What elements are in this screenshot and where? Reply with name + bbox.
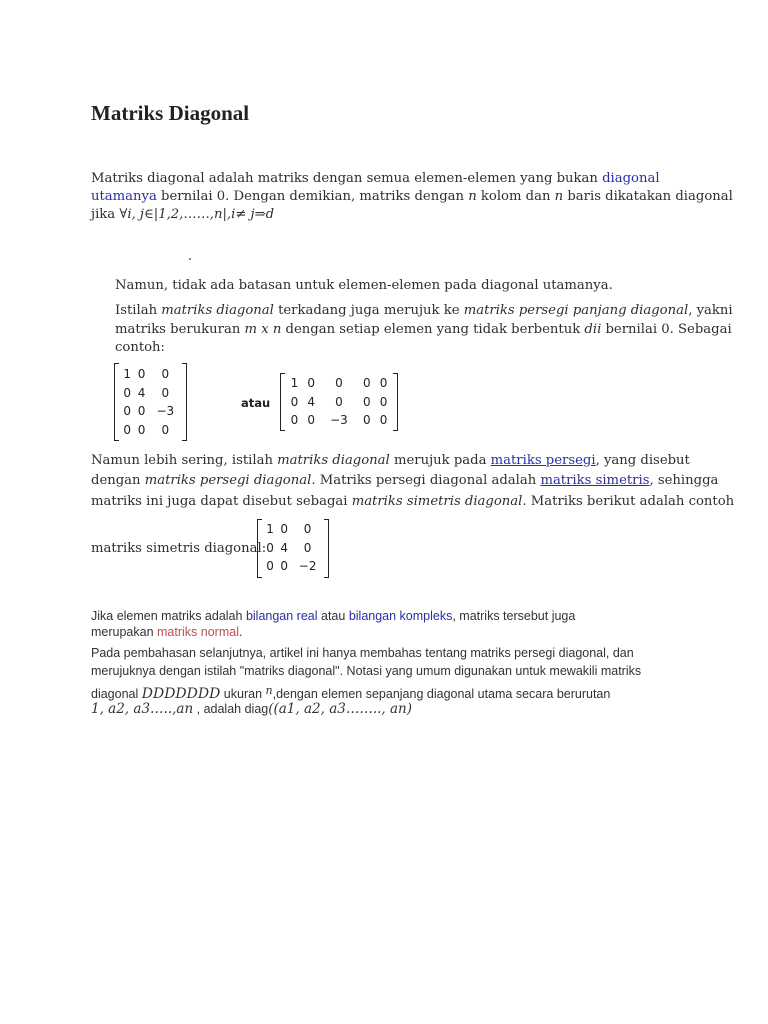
rect-line-1: Istilah matriks diagonal terkadang juga merujuk ke matriks persegi panjang diagonal, yakni: [115, 303, 733, 318]
rect-line-2: matriks berukuran m x n dengan setiap elemen yang tidak berbentuk dii bernilai 0. Sebagai: [115, 322, 732, 337]
utamanya-link[interactable]: utamanya: [91, 189, 157, 204]
matrix-cell: 0: [123, 385, 131, 400]
matrix-row: [120, 365, 182, 384]
matrix-row: [120, 402, 182, 421]
matrix-cell: 0: [379, 376, 388, 391]
normal-line-1: Jika elemen matriks adalah bilangan real atau bilangan kompleks, matriks tersebut juga: [91, 609, 576, 623]
matrix-cell: 0: [123, 404, 131, 419]
matriks-normal-link[interactable]: matriks normal: [157, 625, 239, 639]
stray-dot: [189, 258, 191, 260]
matrix-cell: 0: [335, 376, 343, 391]
bilangan-real-link[interactable]: bilangan real: [245, 609, 318, 623]
matrix-cell: 0: [137, 404, 146, 419]
right-bracket: [393, 373, 398, 431]
square-line-2: dengan matriks persegi diagonal. Matriks persegi diagonal adalah matriks simetris, sehingga: [91, 473, 719, 488]
symmetric-label: matriks simetris diagonal:: [91, 541, 267, 556]
matrix-cell: 0: [303, 540, 312, 555]
matrix-cell: 0: [379, 394, 388, 409]
condition-formula: ∀i, j∈|1,2,……,n|,i≠ j⇒d: [119, 207, 275, 222]
matrix-row: [286, 411, 392, 430]
diagonal-symbol: DDDDDDD: [141, 686, 221, 702]
matrix-cell: 4: [307, 394, 315, 409]
note-line: Namun, tidak ada batasan untuk elemen-elemen pada diagonal utamanya.: [115, 278, 613, 293]
matrix-cell: 0: [290, 413, 299, 428]
matrix-row: [263, 539, 324, 558]
matrix-cell: 0: [161, 367, 170, 382]
notation-line-2: merujuknya dengan istilah "matriks diagonal". Notasi yang umum digunakan untuk mewakili matriks: [91, 664, 642, 678]
rect-line-3: contoh:: [115, 340, 165, 355]
matrix-cell: 0: [137, 422, 146, 437]
matrix-cell: 0: [137, 367, 146, 382]
matrix-cell: 0: [266, 540, 274, 555]
matrix-cell: 0: [362, 413, 371, 428]
matrix-cell: 1: [266, 522, 274, 537]
matriks-simetris-link[interactable]: matriks simetris: [540, 473, 650, 488]
elements-formula: 1, a2, a3…..,an: [91, 701, 194, 717]
matrix-cell: 0: [307, 413, 315, 428]
matrix-cell: 0: [307, 376, 315, 391]
matrix-row: [120, 384, 182, 403]
intro-line-3: jika ∀i, j∈|1,2,……,n|,i≠ j⇒d: [91, 207, 275, 222]
atau-label: atau: [241, 396, 271, 410]
notation-line-3: diagonal DDDDDDD ukuran n,dengan elemen sepanjang diagonal utama secara berurutan: [91, 684, 611, 702]
matrix-example-2: [280, 373, 398, 431]
matrix-cell: 0: [335, 394, 343, 409]
bilangan-kompleks-link[interactable]: bilangan kompleks: [348, 609, 453, 623]
diag-formula: ((a1, a2, a3…….., an): [268, 701, 413, 717]
page-title: Matriks Diagonal: [91, 101, 250, 125]
notation-line-4: 1, a2, a3…..,an , adalah diag((a1, a2, a3…….., an): [91, 701, 413, 717]
matrix-cell: 0: [280, 522, 288, 537]
matrix-cell: 0: [303, 522, 312, 537]
diagonal-link[interactable]: diagonal: [602, 171, 660, 186]
matrix-cell: −3: [156, 404, 175, 419]
matrix-cell: 0: [161, 385, 170, 400]
matrix-row: [263, 520, 324, 539]
matrix-row: [286, 393, 392, 412]
square-line-3: matriks ini juga dapat disebut sebagai matriks simetris diagonal. Matriks berikut adalah contoh: [91, 494, 735, 509]
left-bracket: [114, 363, 119, 441]
matrix-example-3: [257, 519, 329, 578]
matrix-cell: 0: [362, 376, 371, 391]
left-bracket: [257, 519, 262, 578]
matriks-persegi-link[interactable]: matriks persegi: [490, 453, 596, 468]
matrix-cell: 0: [280, 559, 288, 574]
matrix-cell: 0: [123, 422, 131, 437]
matrix-cell: 4: [137, 385, 146, 400]
matrix-row: [286, 374, 392, 393]
matrix-cell: 0: [266, 559, 274, 574]
right-bracket: [324, 519, 329, 578]
left-bracket: [280, 373, 285, 431]
matrix-row: [263, 557, 324, 576]
matrix-example-1: [114, 363, 187, 441]
matrix-cell: 0: [379, 413, 388, 428]
matrix-cell: 0: [290, 394, 299, 409]
matrix-cell: 1: [290, 376, 299, 391]
matrix-cell: −3: [330, 413, 348, 428]
matrix-cell: −2: [298, 559, 317, 574]
right-bracket: [182, 363, 187, 441]
intro-line-1: Matriks diagonal adalah matriks dengan semua elemen-elemen yang bukan diagonal: [91, 171, 660, 186]
matrix-row: [120, 421, 182, 440]
matrix-cell: 0: [362, 394, 371, 409]
square-line-1: Namun lebih sering, istilah matriks diagonal merujuk pada matriks persegi, yang disebut: [91, 453, 690, 468]
normal-line-2: merupakan matriks normal.: [91, 625, 243, 639]
intro-line-2: utamanya bernilai 0. Dengan demikian, matriks dengan n kolom dan n baris dikatakan diagonal: [91, 189, 733, 204]
matrix-cell: 4: [280, 540, 288, 555]
notation-line-1: Pada pembahasan selanjutnya, artikel ini hanya membahas tentang matriks persegi diagonal, dan: [91, 646, 634, 660]
matrix-cell: 0: [161, 422, 170, 437]
matrix-cell: 1: [123, 367, 131, 382]
